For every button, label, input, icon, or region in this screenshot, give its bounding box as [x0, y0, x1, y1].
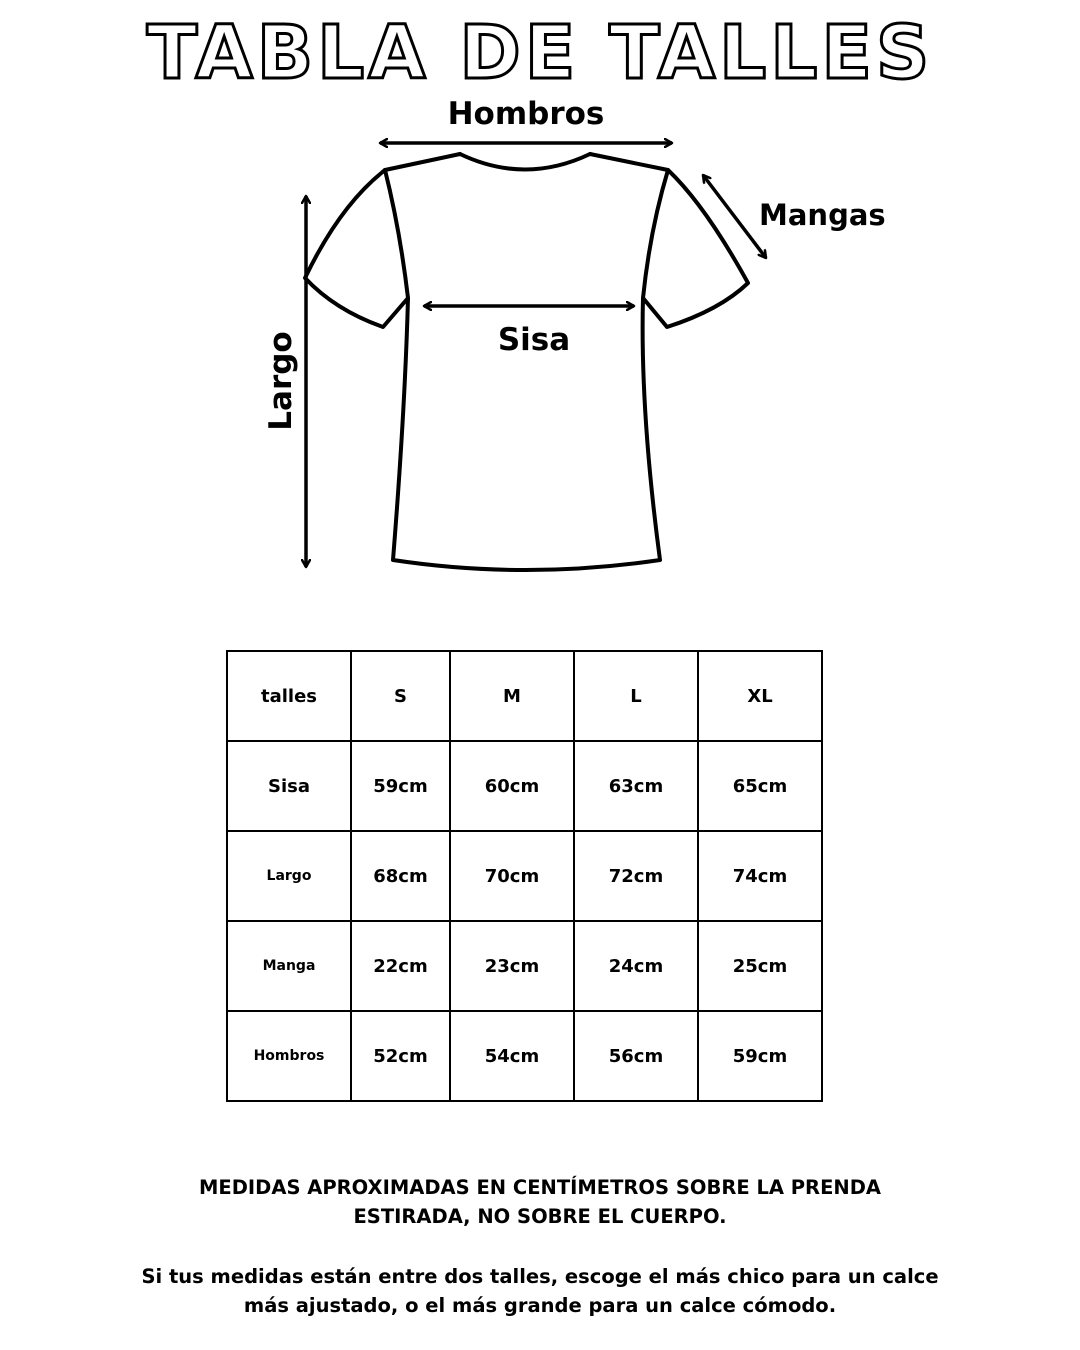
tshirt-outline — [305, 154, 748, 570]
tshirt-right-seam — [643, 170, 668, 298]
header-size-s: S — [351, 651, 450, 741]
armpit-label: Sisa — [497, 322, 571, 358]
shoulders-label: Hombros — [447, 96, 605, 132]
row-label: Hombros — [227, 1011, 351, 1101]
table-cell: 59cm — [698, 1011, 822, 1101]
table-cell: 54cm — [450, 1011, 574, 1101]
table-cell: 60cm — [450, 741, 574, 831]
table-row-manga — [227, 921, 822, 1011]
table-row-largo — [227, 831, 822, 921]
size-table — [226, 650, 823, 1102]
header-size-xl: XL — [698, 651, 822, 741]
table-cell: 24cm — [574, 921, 698, 1011]
length-label: Largo — [263, 331, 299, 431]
table-cell: 22cm — [351, 921, 450, 1011]
row-label: Sisa — [227, 741, 351, 831]
table-cell: 65cm — [698, 741, 822, 831]
table-cell: 70cm — [450, 831, 574, 921]
row-label: Manga — [227, 921, 351, 1011]
size-advice: Si tus medidas están entre dos talles, escoge el más chico para un calce más ajustado, o el más grande para un calce cómodo. — [141, 1265, 939, 1317]
measurement-disclaimer: MEDIDAS APROXIMADAS EN CENTÍMETROS SOBRE LA PRENDA ESTIRADA, NO SOBRE EL CUERPO. — [199, 1176, 881, 1228]
table-cell: 52cm — [351, 1011, 450, 1101]
table-row-sisa — [227, 741, 822, 831]
tshirt-left-seam — [385, 170, 408, 298]
table-header-row — [227, 651, 822, 741]
table-cell: 68cm — [351, 831, 450, 921]
table-cell: 74cm — [698, 831, 822, 921]
sleeves-label: Mangas — [759, 198, 886, 232]
page-title: TABLA DE TALLES — [146, 10, 934, 96]
tshirt-collar — [460, 154, 590, 170]
table-row-hombros — [227, 1011, 822, 1101]
row-label: Largo — [227, 831, 351, 921]
table-cell: 25cm — [698, 921, 822, 1011]
table-cell: 56cm — [574, 1011, 698, 1101]
header-size-m: M — [450, 651, 574, 741]
header-size-l: L — [574, 651, 698, 741]
table-cell: 63cm — [574, 741, 698, 831]
tshirt-body-outline — [305, 154, 748, 570]
table-cell: 23cm — [450, 921, 574, 1011]
table-cell: 72cm — [574, 831, 698, 921]
header-talles: talles — [227, 651, 351, 741]
tshirt-diagram — [0, 0, 1080, 600]
table-cell: 59cm — [351, 741, 450, 831]
sleeves-arrow — [703, 175, 766, 258]
